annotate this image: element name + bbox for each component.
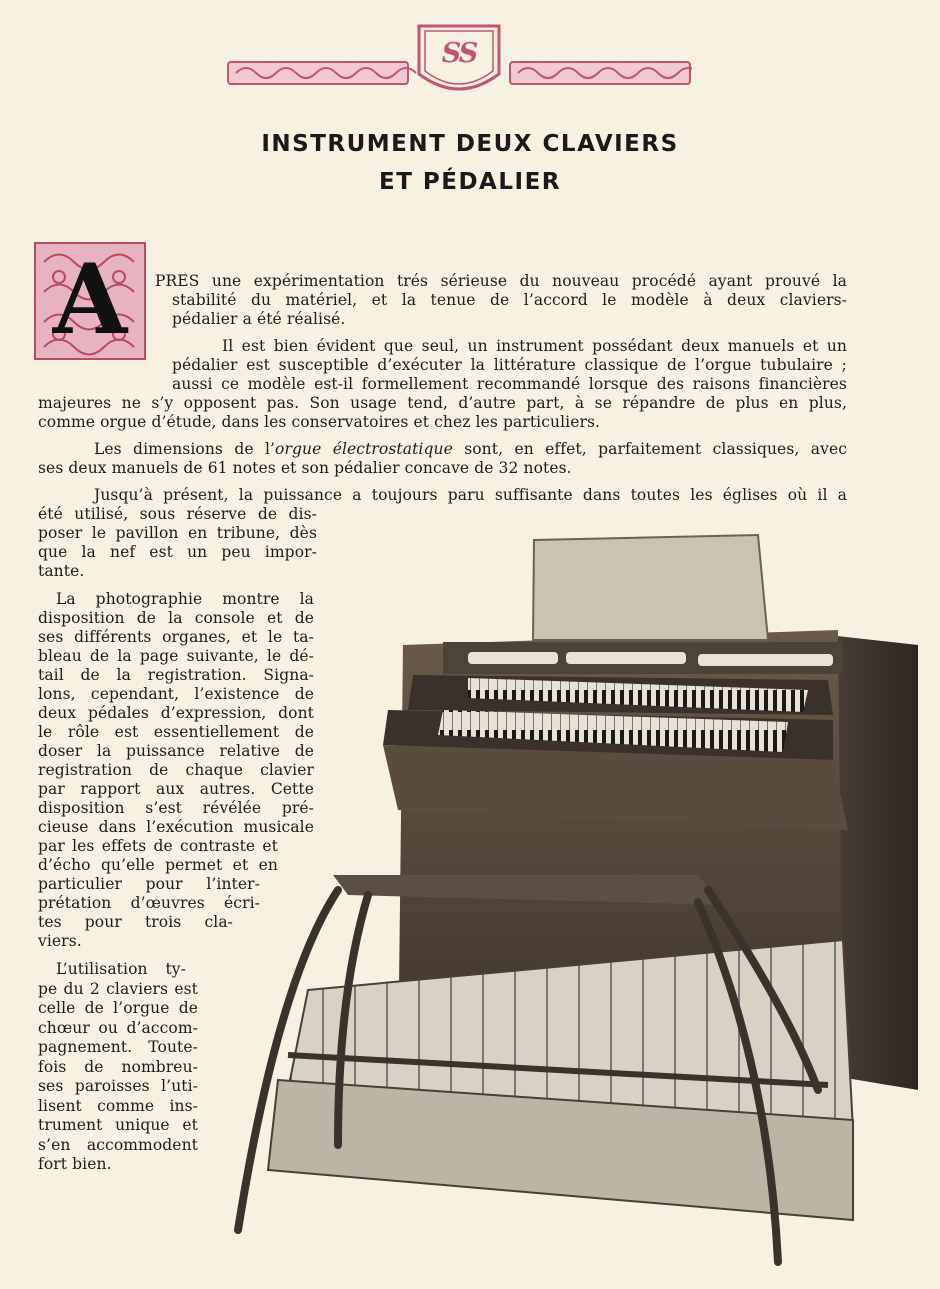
para4-line2: été utilisé, sous réserve de dis-	[38, 505, 317, 523]
para4-line3: poser le pavillon en tribune, dès	[38, 524, 317, 542]
para3-text-b: sont, en effet, parfaitement classiques, avec	[452, 440, 848, 458]
para5-line: par les effets de contraste et	[38, 837, 278, 855]
page-title-line1: INSTRUMENT DEUX CLAVIERS	[261, 131, 679, 157]
para5-line: bleau de la page suivante, le dé-	[38, 647, 314, 665]
para5-line: par rapport aux autres. Cette	[38, 780, 314, 798]
para4-line1: Jusqu’à présent, la puissance a toujours paru suffisante dans toutes les églises où il a	[94, 486, 847, 504]
para5-line: particulier pour l’inter-	[38, 875, 260, 893]
para3-italic: orgue électrostatique	[275, 440, 453, 458]
para6-line: trument unique et	[38, 1116, 198, 1134]
para2-line3: aussi ce modèle est-il formellement recommandé lorsque des raisons financières	[172, 375, 847, 393]
para1-line1: PRES une expérimentation trés sérieuse du nouveau procédé ayant prouvé la	[155, 272, 847, 290]
para2-line4: majeures ne s’y opposent pas. Son usage tend, d’autre part, à se répandre de plus en plus,	[38, 394, 847, 412]
para6-line: pagnement. Toute-	[38, 1038, 198, 1056]
para6-line: lisent comme ins-	[38, 1096, 198, 1115]
para5-line: doser la puissance relative de	[38, 742, 314, 760]
para3-line2: ses deux manuels de 61 notes et son pédalier concave de 32 notes.	[38, 459, 572, 477]
para5-line: ses différents organes, et le ta-	[38, 628, 314, 646]
para1-line3: pédalier a été réalisé.	[172, 310, 346, 328]
para6-line: s’en accommodent	[38, 1135, 198, 1154]
para6-line: chœur ou d’accom-	[38, 1018, 198, 1037]
para5-line: La photographie montre la	[56, 590, 314, 608]
para2-line5: comme orgue d’étude, dans les conservatoires et chez les particuliers.	[38, 413, 601, 431]
ss-monogram: SS	[441, 38, 477, 69]
header-ornament	[226, 22, 692, 102]
para5-line: viers.	[38, 932, 82, 950]
para4-line4: que la nef est un peu impor-	[38, 543, 317, 561]
para6-line: ses paroisses l’uti-	[38, 1077, 198, 1095]
para6-line: pe du 2 claviers est	[38, 979, 198, 998]
para3-text-a: Les dimensions de l’	[94, 440, 276, 458]
para5-line: tail de la registration. Signa-	[38, 666, 314, 684]
organ-console-photo	[228, 530, 934, 1270]
para3-line1	[94, 440, 847, 459]
drop-cap-letter: A	[52, 243, 128, 356]
para5-line: cieuse dans l’exécution musicale	[38, 818, 314, 836]
para5-line: prétation d’œuvres écri-	[38, 894, 260, 912]
para5-line: d’écho qu’elle permet et en	[38, 856, 278, 874]
para5-line: disposition de la console et de	[38, 609, 314, 627]
para2-line2: pédalier est susceptible d’exécuter la littérature classique de l’orgue tubulaire ;	[172, 356, 847, 374]
page-title-line2: ET PÉDALIER	[378, 169, 561, 195]
para5-line: tes pour trois cla-	[38, 913, 233, 931]
para6-line: fort bien.	[38, 1155, 112, 1173]
para6-line: fois de nombreu-	[38, 1057, 198, 1076]
para5-line: disposition s’est révélée pré-	[38, 799, 314, 817]
para1-line2: stabilité du matériel, et la tenue de l’accord le modèle à deux claviers-	[172, 291, 847, 309]
para5-line: registration de chaque clavier	[38, 761, 314, 779]
para6-line: L’utilisation ty-	[56, 960, 186, 978]
para5-line: lons, cependant, l’existence de	[38, 685, 314, 703]
para6-line: celle de l’orgue de	[38, 999, 198, 1017]
para2-line1: Il est bien évident que seul, un instrument possédant deux manuels et un	[222, 337, 847, 355]
organ-console-icon	[228, 530, 934, 1270]
drop-cap	[34, 242, 146, 360]
para4-line5: tante.	[38, 562, 85, 580]
para5-line: le rôle est essentiellement de	[38, 723, 314, 741]
para5-line: deux pédales d’expression, dont	[38, 704, 314, 722]
